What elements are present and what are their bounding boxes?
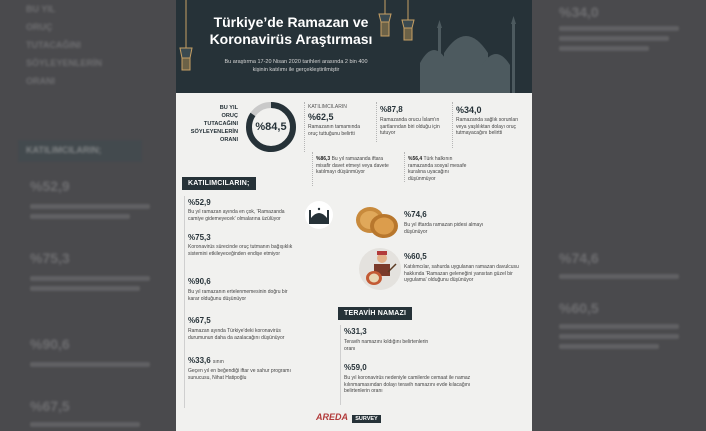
bg-left-text: %75,3	[30, 250, 70, 266]
fasting-label-line: ORANI	[219, 137, 238, 143]
bg-right-bar	[559, 46, 649, 51]
teravih-value: %59,0	[344, 363, 367, 372]
participant-value: %67,5	[188, 316, 211, 325]
teravih-text: Teravih namazını kıldığını belirtenlerin oranı	[344, 339, 429, 352]
divider-line	[304, 102, 305, 152]
bg-left-text: SÖYLEYENLERİN	[26, 58, 103, 68]
brand-name: AREDA	[316, 412, 348, 422]
participant-text: Bu yıl ramazanın ertelenmemesinin doğru bir karar olduğunu düşünüyor	[188, 289, 288, 302]
pide-value: %74,6	[404, 210, 427, 219]
bg-left-bar	[30, 422, 140, 427]
participant-value	[188, 356, 224, 365]
divider-line	[404, 152, 405, 182]
drummer-icon	[358, 246, 402, 292]
section-title-participants: KATILIMCILARIN;	[182, 177, 256, 190]
participant-value-number: %33,6	[188, 356, 211, 365]
bg-left-text: %90,6	[30, 336, 70, 352]
stat-text	[316, 156, 398, 176]
title-line-2: Koronavirüs Araştırması	[209, 31, 373, 47]
stat-value: %34,0	[456, 105, 482, 115]
stat-text: Ramazanda sağlık sorunları veya yaşlılıktan dolayı oruç tutmayacağını belirtti	[456, 117, 519, 137]
bg-right-bar	[559, 274, 679, 279]
participant-value: %52,9	[188, 198, 211, 207]
bg-left-text: BU YIL	[26, 4, 56, 14]
divider-line	[312, 152, 313, 186]
participant-text: Ramazan ayında Türkiye'deki koronavirüs durumunun daha da azalacağını düşünüyor	[188, 328, 285, 341]
stat-text: Ramazanda orucu İslam'ın şartlarından biri olduğu için tutuyor	[380, 117, 440, 137]
teravih-value: %31,3	[344, 327, 367, 336]
bg-right-text: %34,0	[559, 4, 599, 20]
bg-right-bar	[559, 334, 679, 339]
bg-right-bar	[559, 324, 679, 329]
bg-left-bar	[30, 276, 150, 281]
bg-right-bar	[559, 36, 669, 41]
timeline-line	[340, 325, 341, 405]
brand-logo	[316, 412, 381, 422]
stat-text: Ramazanın tamamında oruç tuttuğunu belirtti	[308, 124, 360, 137]
bg-left-text: %67,5	[30, 398, 70, 414]
subtitle-line-2: kişinin katılımı ile gerçekleştirilmiştir	[252, 67, 340, 73]
lantern-and-mosque-illustration	[176, 0, 532, 93]
bg-left-text: ORUÇ	[26, 22, 53, 32]
lantern-icon	[180, 0, 414, 70]
fasting-label-line: BU YIL	[219, 105, 238, 111]
drummer-text: Katılımcılar, sahurda uygulanan ramazan davulcusu hakkında 'Ramazan geleneğini yansıtan güzel bir uygulama' olduğunu düşünüyor	[404, 264, 519, 284]
bg-right-bar	[559, 26, 679, 31]
participant-value: %75,3	[188, 233, 211, 242]
fasting-label-line: ORUÇ	[221, 113, 238, 119]
bg-right-text: %74,6	[559, 250, 599, 266]
section-title-teravih: TERAVİH NAMAZI	[338, 307, 412, 320]
stat-text	[408, 156, 474, 182]
infographic-card	[176, 0, 532, 431]
stat-text-body: Türk halkının ramazanda sosyal mesafe kuralına uyacağını düşünmüyor	[408, 156, 467, 182]
pide-bread-icon	[354, 204, 400, 240]
pide-text: Bu yıl iftarda ramazan pidesi almayı düşünüyor	[404, 222, 484, 235]
bg-right-text: %60,5	[559, 300, 599, 316]
brand-suffix: SURVEY	[352, 415, 381, 423]
bg-left-text: ORANI	[26, 76, 55, 86]
participant-text: Bu yıl ramazan ayında en çok, 'Ramazanda camiye gidemeyecek' olmalarına üzülüyor	[188, 209, 285, 222]
mosque-icon	[304, 200, 334, 230]
background-left-blur	[0, 0, 178, 431]
bg-left-bar	[30, 362, 150, 367]
bg-left-bar	[30, 286, 140, 291]
timeline-line	[184, 196, 185, 408]
subtitle-line-1: Bu araştırma 17-20 Nisan 2020 tarihleri arasında 2 bin 400	[224, 59, 368, 65]
divider-line	[452, 102, 453, 148]
participant-value: %90,6	[188, 277, 211, 286]
fasting-label-line: SÖYLEYENLERİN	[190, 129, 238, 135]
participant-value-suffix: sının	[212, 359, 224, 365]
drummer-value: %60,5	[404, 252, 427, 261]
mosque-silhouette-icon	[420, 16, 516, 93]
participant-text: Geçen yıl en beğendiği iftar ve sahur programı sunucusu, Nihat Hatipoğlu	[188, 368, 291, 381]
stat-text-body: Bu yıl ramazanda iftara misafir davet etmeyi veya davete katılmayı düşünmüyor	[316, 156, 389, 176]
bg-left-bar	[30, 214, 130, 219]
header-banner	[176, 0, 532, 93]
divider-line	[376, 102, 377, 142]
title-line-1: Türkiye’de Ramazan ve	[213, 14, 369, 30]
bg-left-text: %52,9	[30, 178, 70, 194]
stat-value: %56,4	[408, 156, 423, 162]
fasting-label	[190, 104, 238, 144]
stat-value: %86,3	[316, 156, 331, 162]
fasting-percent: %84,5	[255, 121, 287, 133]
stat-value: %62,5	[308, 112, 334, 122]
bg-left-bar	[30, 204, 150, 209]
bg-left-text: KATILIMCILARIN;	[26, 145, 102, 155]
teravih-text: Bu yıl koronavirüs nedeniyle camilerde cemaat ile namaz kılınmamasından dolayı teravih namazını evde kılacağını belirtenlerin oranı	[344, 375, 471, 395]
bg-left-text: TUTACAĞINI	[26, 40, 81, 50]
stat-value: %87,8	[380, 105, 403, 114]
fasting-label-line: TUTACAĞINI	[203, 121, 238, 127]
background-right-blur	[531, 0, 706, 431]
participant-text: Koronavirüs sürecinde oruç tutmanın bağışıklık sistemini etkileyeceğinden endişe etmiyor	[188, 244, 293, 257]
participants-label: KATILIMCILARIN	[308, 104, 347, 110]
bg-right-bar	[559, 344, 659, 349]
